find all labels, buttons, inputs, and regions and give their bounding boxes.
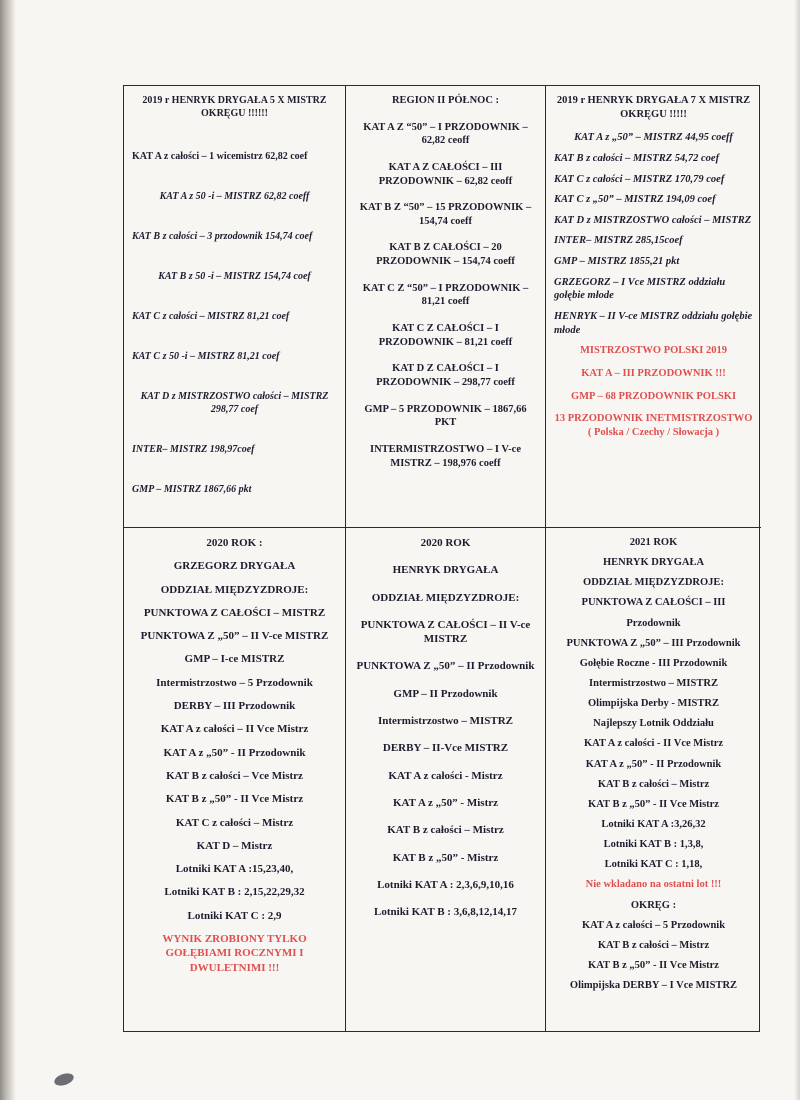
result-line: HENRYK DRYGAŁA: [602, 557, 705, 569]
cell-2020-grzegorz-drygala: [124, 528, 346, 1031]
result-line: KAT C z całości – MISTRZ 81,21 coef: [132, 311, 290, 322]
result-line: KAT A z całości - II Vce Mistrz: [583, 738, 724, 750]
result-line: KAT B z całości – Mistrz: [597, 778, 710, 790]
cell-title: 2020 ROK: [420, 537, 471, 549]
result-line: Lotniki KAT B : 2,15,22,29,32: [164, 886, 305, 899]
cell-title: 2019 r HENRYK DRYGAŁA 7 X MISTRZ OKRĘGU !!!!!: [556, 95, 751, 120]
cell-title: 2021 ROK: [629, 537, 678, 548]
result-line: KAT C Z CAŁOŚCI – I PRZODOWNIK – 81,21 coeff: [378, 323, 513, 348]
result-line: KAT B Z CAŁOŚCI – 20 PRZODOWNIK – 154,74 coeff: [376, 242, 515, 268]
result-line: KAT A z całości - Mistrz: [388, 769, 503, 782]
result-line: KAT C z 50 -i – MISTRZ 81,21 coef: [132, 351, 280, 362]
result-line: ODDZIAŁ MIĘDZYZDROJE:: [583, 577, 724, 589]
result-line: KAT A Z “50” – I PRZODOWNIK – 62,82 ceoff: [363, 121, 528, 147]
cell-title: 2019 r HENRYK DRYGAŁA 5 X MISTRZ OKRĘGU !!!!!!: [142, 95, 327, 119]
result-line: Lotniki KAT A : 2,3,6,9,10,16: [377, 878, 514, 891]
result-line: KAT A z „50” - II Przodownik: [163, 746, 306, 759]
result-line: KAT B Z “50” – 15 PRZODOWNIK – 154,74 coeff: [359, 202, 532, 227]
result-line: PUNKTOWA Z „50” – III Przodownik: [566, 637, 741, 649]
result-line: Lotniki KAT B : 3,6,8,12,14,17: [374, 906, 517, 919]
result-line-highlight: MISTRZOSTWO POLSKI 2019: [579, 345, 728, 357]
result-line: ODDZIAŁ MIĘDZYZDROJE:: [371, 591, 520, 604]
result-line: KAT C z całości – MISTRZ 170,79 coef: [554, 173, 725, 185]
result-line: PUNKTOWA Z CAŁOŚCI – MISTRZ: [143, 606, 326, 619]
cell-2019-henryk-5x-mistrz: [124, 86, 346, 528]
result-line: KAT B z „50” - II Vce Mistrz: [588, 959, 719, 971]
result-line: HENRYK DRYGAŁA: [392, 564, 499, 577]
result-line: DERBY – II-Vce MISTRZ: [382, 742, 509, 755]
result-line: GMP – MISTRZ 1867,66 pkt: [132, 484, 252, 495]
result-line: Olimpijska DERBY – I Vce MISTRZ: [569, 980, 738, 992]
result-line: KAT A z całości – II Vce Mistrz: [160, 723, 309, 736]
result-line: GMP – II Przodownik: [393, 687, 498, 700]
cell-2019-henryk-7x-mistrz: [546, 86, 761, 528]
result-line: PUNKTOWA Z „50” – II Przodownik: [356, 660, 535, 673]
result-line: ODDZIAŁ MIĘDZYZDROJE:: [160, 583, 309, 596]
result-line: Najlepszy Lotnik Oddziału: [593, 718, 714, 730]
result-line: Olimpijska Derby - MISTRZ: [588, 698, 719, 710]
result-line-highlight: GMP – 68 PRZODOWNIK POLSKI: [570, 390, 737, 402]
result-line: KAT D z MISTRZOSTWO całości – MISTRZ 298,77 coef: [140, 391, 329, 415]
result-line: Intermistrzostwo – 5 Przodownik: [156, 676, 313, 689]
result-line: KAT B z 50 -i – MISTRZ 154,74 coef: [158, 271, 311, 282]
result-line: KAT B z „50” - II Vce Mistrz: [165, 793, 304, 806]
result-line: KAT A z „50” - II Przodownik: [585, 758, 722, 770]
result-line: PUNKTOWA Z CAŁOŚCI – II V-ce MISTRZ: [360, 618, 531, 646]
result-line: KAT A Z CAŁOŚCI – III PRZODOWNIK – 62,82 ceoff: [378, 161, 513, 187]
cell-title: REGION II PÓŁNOC :: [391, 95, 500, 106]
result-line: KAT A z „50” – MISTRZ 44,95 coeff: [574, 132, 733, 144]
result-line: GMP – MISTRZ 1855,21 pkt: [554, 256, 680, 268]
result-line: Lotniki KAT A :3,26,32: [601, 818, 706, 830]
result-line: PUNKTOWA Z „50” – II V-ce MISTRZ: [140, 630, 329, 643]
result-line: Lotniki KAT C : 1,18,: [604, 859, 703, 871]
cell-title: 2020 ROK :: [206, 537, 263, 549]
result-line: Lotniki KAT A :15,23,40,: [175, 863, 294, 876]
result-line: KAT A z całości – 5 Przodownik: [581, 919, 726, 931]
result-line: KAT A z „50” - Mistrz: [393, 796, 498, 809]
result-line: Intermistrzostwo – MISTRZ: [589, 677, 718, 689]
result-line: KAT A z 50 -i – MISTRZ 62,82 coeff: [159, 191, 310, 202]
result-line: KAT C z całości – Mistrz: [175, 816, 294, 829]
result-line-highlight: KAT A – III PRZODOWNIK !!!: [581, 367, 726, 379]
scan-ink-speck: [53, 1071, 75, 1088]
result-line: KAT B z „50” - Mistrz: [392, 851, 499, 864]
result-line-highlight: 13 PRZODOWNIK INETMISTRZOSTWO ( Polska / Czechy / Słowacja ): [554, 413, 753, 438]
cell-2020-henryk-drygala: [346, 528, 546, 1031]
result-line: GRZEGORZ DRYGAŁA: [173, 560, 296, 573]
scan-shadow-right-edge: [794, 0, 800, 1100]
result-line: KAT C Z “50” – I PRZODOWNIK – 81,21 coeff: [362, 282, 529, 308]
result-line: Intermistrzostwo – MISTRZ: [377, 715, 514, 728]
result-line: Gołębie Roczne - III Przodownik: [579, 657, 728, 669]
result-line: GMP – I-ce MISTRZ: [184, 653, 285, 666]
scan-shadow-left-edge: [0, 0, 16, 1100]
result-line: INTERMISTRZOSTWO – I V-ce MISTRZ – 198,976 coeff: [369, 443, 521, 469]
result-line: KAT B z całości – Mistrz: [597, 939, 710, 951]
result-line: KAT A z całości – 1 wicemistrz 62,82 coef: [132, 151, 308, 162]
result-line: KAT B z „50” - II Vce Mistrz: [588, 798, 719, 810]
result-line: KAT D Z CAŁOŚCI – I PRZODOWNIK – 298,77 coeff: [376, 363, 515, 388]
result-line: KAT B z całości – 3 przodownik 154,74 coef: [132, 231, 313, 242]
pigeon-results-table: [123, 85, 760, 1032]
result-line: GMP – 5 PRZODOWNIK – 1867,66 PKT: [364, 403, 527, 429]
result-line: PUNKTOWA Z CAŁOŚCI – III: [581, 597, 726, 609]
result-line: GRZEGORZ – I Vce MISTRZ oddziału gołębie młode: [554, 276, 726, 302]
result-line: KAT B z całości – MISTRZ 54,72 coef: [554, 152, 720, 164]
result-line: Lotniki KAT C : 2,9: [187, 909, 282, 922]
result-line: INTER– MISTRZ 198,97coef: [132, 444, 255, 455]
result-line: DERBY – III Przodownik: [173, 700, 296, 713]
cell-region-ii-polnoc: [346, 86, 546, 528]
cell-2021-henryk-drygala: [546, 528, 761, 1031]
result-line: KAT D z MISTRZOSTWO całości – MISTRZ: [554, 214, 752, 226]
result-line: KAT C z „50” – MISTRZ 194,09 coef: [554, 194, 716, 206]
result-line: Przodownik: [626, 617, 681, 629]
result-line: OKRĘG :: [630, 899, 677, 911]
result-line-highlight: WYNIK ZROBIONY TYLKO GOŁĘBIAMI ROCZNYMI I DWULETNIMI !!!: [162, 933, 307, 974]
result-line: Lotniki KAT B : 1,3,8,: [603, 839, 704, 851]
result-line: KAT D – Mistrz: [196, 839, 273, 852]
result-line: HENRYK – II V-ce MISTRZ oddziału gołębie młode: [554, 311, 753, 336]
result-line-highlight: Nie wkladano na ostatni lot !!!: [585, 879, 722, 891]
result-line: KAT B z całości – Mistrz: [387, 824, 504, 837]
result-line: KAT B z całości – Vce Mistrz: [166, 769, 303, 782]
result-line: INTER– MISTRZ 285,15coef: [554, 235, 683, 247]
